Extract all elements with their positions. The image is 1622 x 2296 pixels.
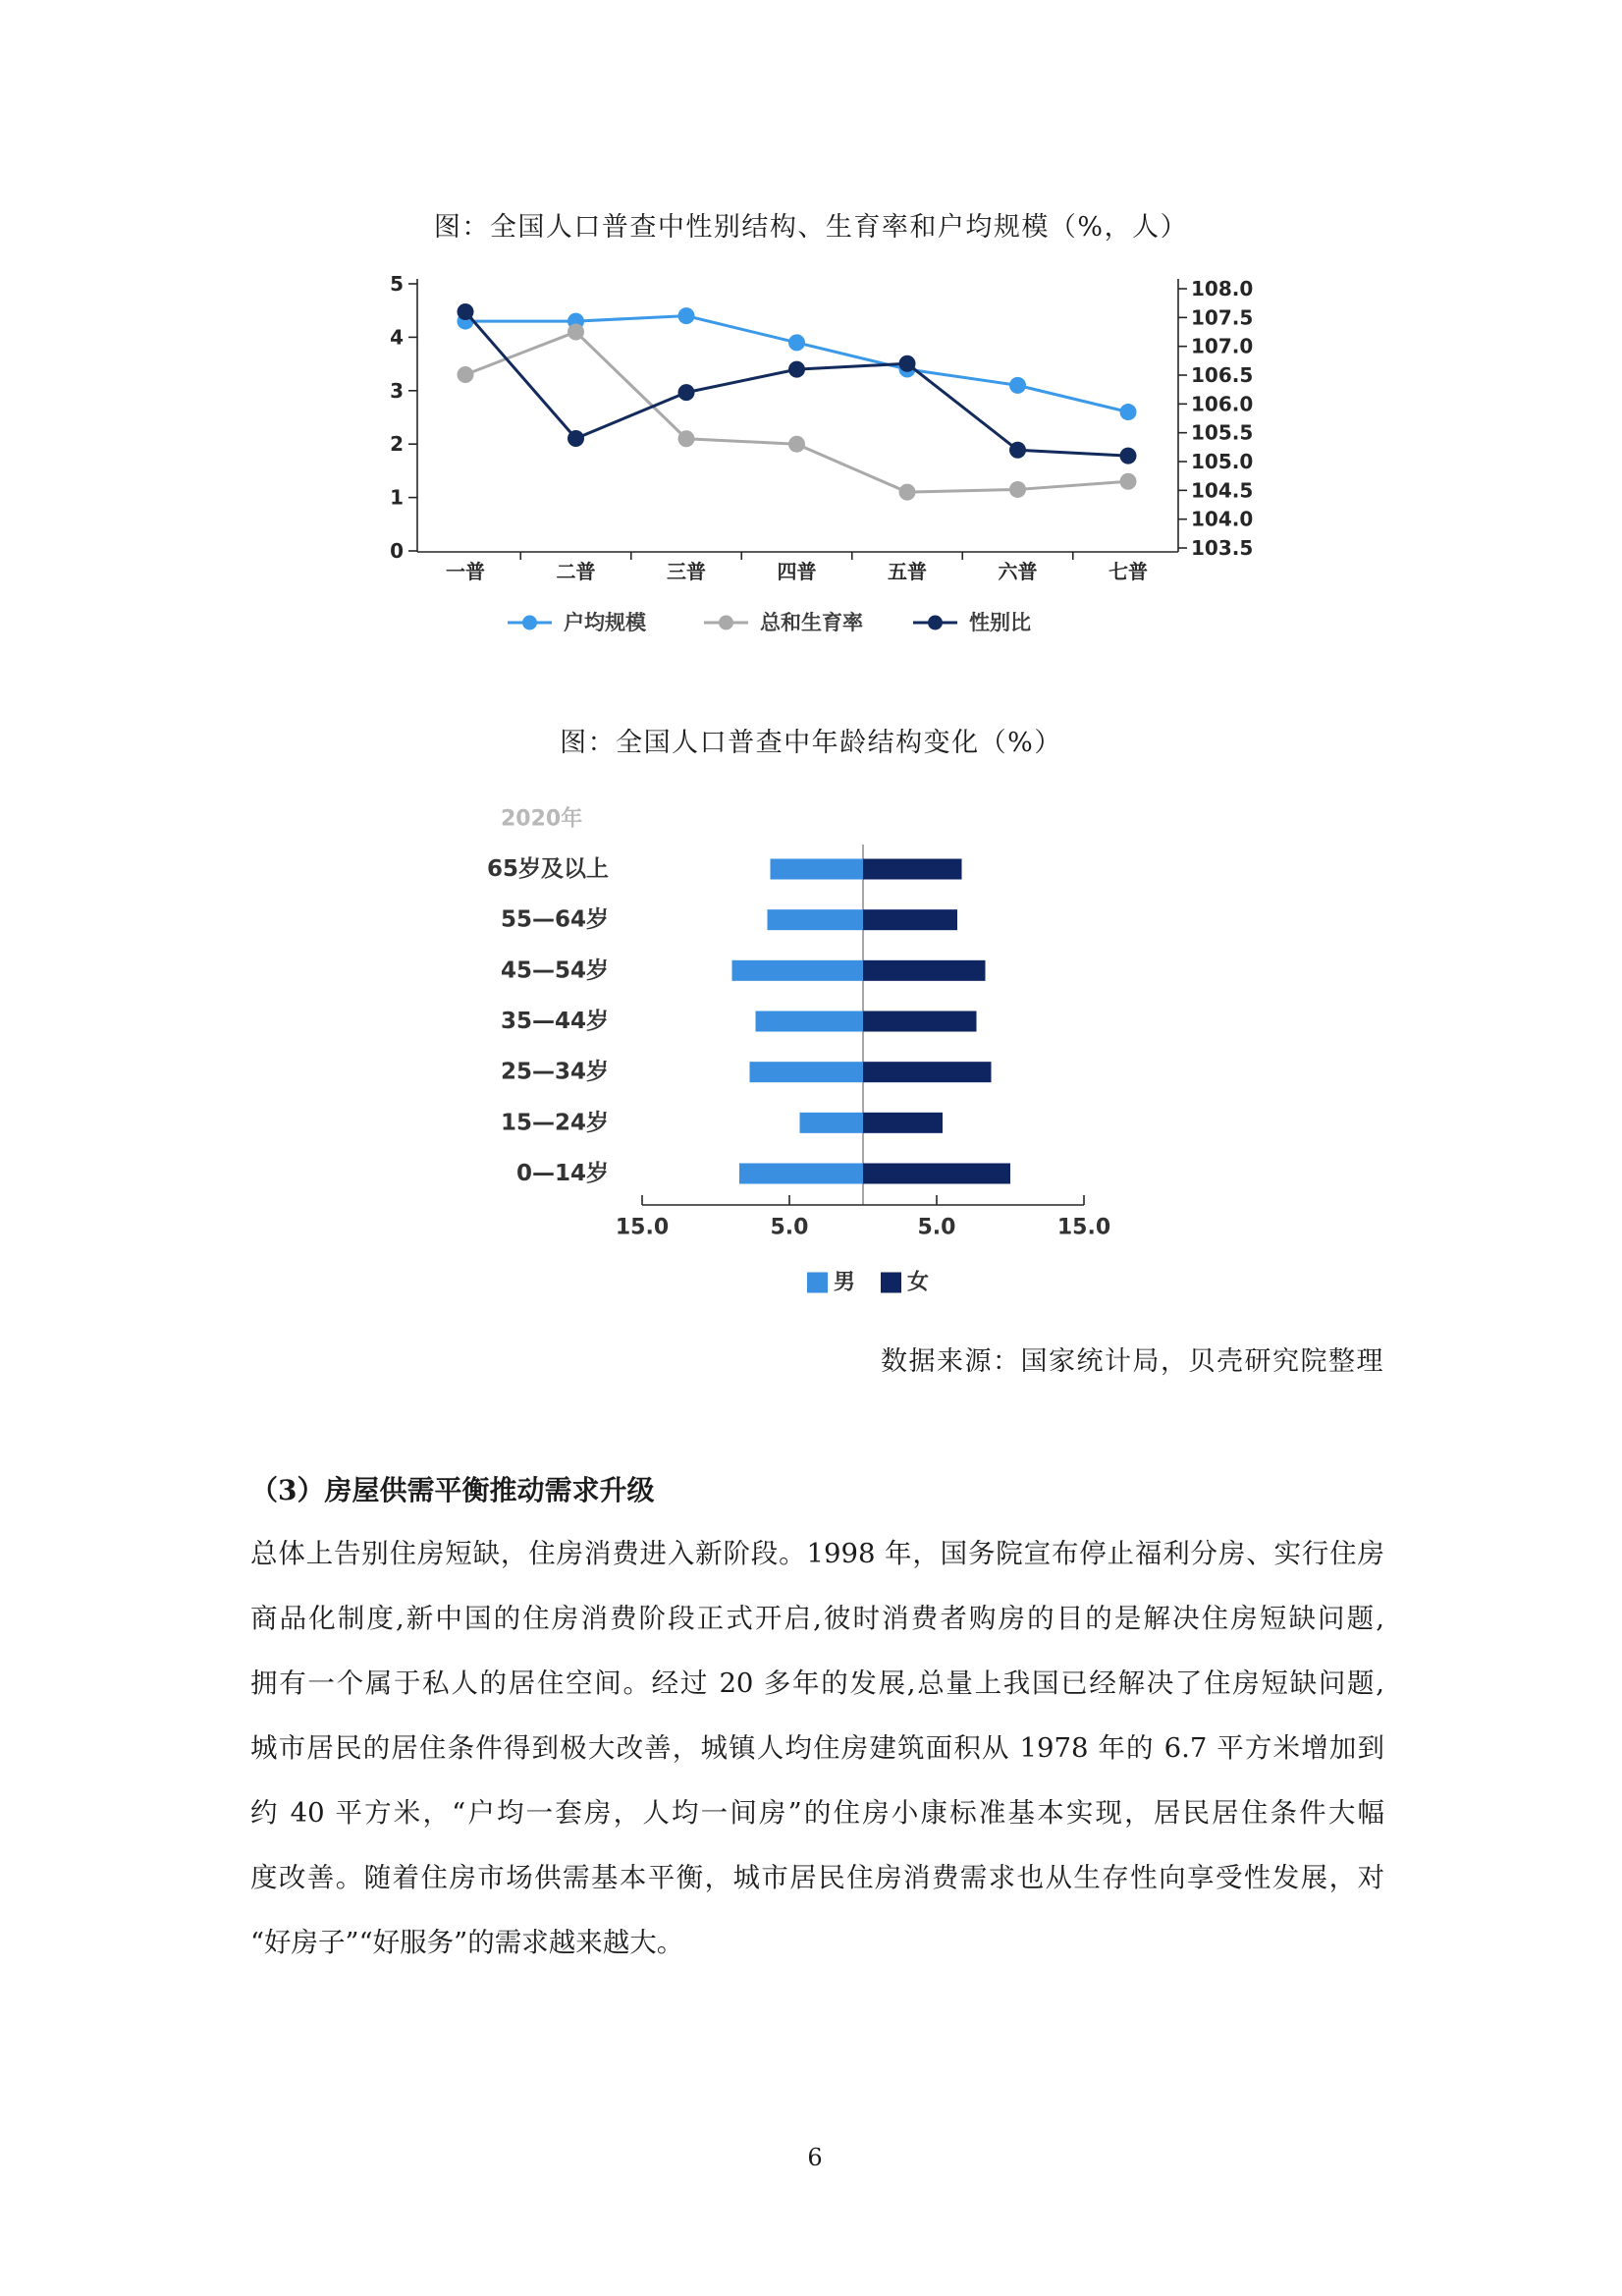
line-chart — [353, 255, 1296, 648]
paragraph-line: 拥有一个属于私人的居住空间。经过 20 多年的发展,总量上我国已经解决了住房短缺问题, — [250, 1667, 1384, 1699]
legend-label: 性别比 — [969, 611, 1031, 634]
bar-female — [863, 960, 986, 981]
x-tick-label: 5.0 — [770, 1215, 809, 1240]
population-pyramid-chart — [471, 795, 1159, 1306]
paragraph-line: 度改善。随着住房市场供需基本平衡，城市居民住房消费需求也从生存性向享受性发展，对 — [250, 1862, 1384, 1893]
legend-item — [704, 611, 863, 634]
bar-male — [732, 960, 864, 981]
bar-female — [863, 1164, 1010, 1184]
legend-marker — [928, 616, 943, 630]
bar-male — [756, 1011, 864, 1032]
data-point — [899, 484, 916, 501]
legend-label: 男 — [834, 1270, 856, 1295]
right-y-tick-label: 106.5 — [1191, 363, 1254, 387]
age-group-label: 15—24岁 — [500, 1110, 609, 1136]
data-point — [1120, 473, 1137, 490]
x-tick-label: 六普 — [998, 560, 1038, 583]
x-tick-label: 二普 — [556, 560, 596, 583]
right-y-tick-label: 105.5 — [1191, 420, 1254, 445]
right-y-tick-label: 104.0 — [1191, 507, 1254, 531]
right-y-tick-label: 107.5 — [1191, 305, 1254, 330]
paragraph-line: 约 40 平方米，“户均一套房，人均一间房”的住房小康标准基本实现，居民居住条件大幅 — [250, 1797, 1384, 1829]
right-y-tick-label: 106.0 — [1191, 392, 1254, 416]
paragraph-line: “好房子”“好服务”的需求越来越大。 — [250, 1927, 684, 1958]
bar-female — [863, 859, 962, 880]
paragraph-line: 城市居民的居住条件得到极大改善，城镇人均住房建筑面积从 1978 年的 6.7 平方米增加到 — [250, 1732, 1384, 1764]
age-group-label: 45—54岁 — [500, 957, 609, 984]
page-number: 6 — [807, 2144, 823, 2171]
bar-male — [768, 909, 864, 930]
data-point — [678, 307, 695, 324]
x-tick-label: 三普 — [667, 560, 706, 583]
x-tick-label: 5.0 — [917, 1215, 956, 1240]
legend-swatch — [881, 1273, 901, 1293]
legend-item — [881, 1270, 929, 1295]
left-y-tick-label: 2 — [390, 432, 404, 457]
legend-marker — [522, 616, 537, 630]
data-source-note: 数据来源：国家统计局，贝壳研究院整理 — [881, 1346, 1384, 1377]
series-line — [465, 311, 1128, 456]
x-tick-label: 四普 — [777, 560, 817, 583]
chart-title-age-structure: 图：全国人口普查中年龄结构变化（%） — [560, 728, 1062, 758]
data-point — [458, 366, 474, 383]
legend-item — [913, 611, 1031, 634]
bar-male — [771, 859, 864, 880]
data-point — [1120, 448, 1137, 465]
bar-female — [863, 1011, 977, 1032]
legend-label: 总和生育率 — [760, 611, 863, 634]
data-point — [1009, 442, 1026, 459]
legend-label: 户均规模 — [564, 611, 646, 634]
age-group-label: 35—44岁 — [500, 1009, 609, 1034]
data-point — [458, 303, 474, 320]
left-y-tick-label: 4 — [390, 325, 404, 350]
data-point — [788, 361, 805, 378]
bar-male — [739, 1164, 863, 1184]
data-point — [568, 323, 584, 340]
bar-female — [863, 909, 957, 930]
data-point — [788, 436, 805, 453]
x-tick-label: 15.0 — [1056, 1215, 1111, 1240]
bar-male — [750, 1062, 864, 1082]
paragraph-line: 总体上告别住房短缺，住房消费进入新阶段。1998 年，国务院宣布停止福利分房、实行住房 — [250, 1538, 1384, 1569]
age-group-label: 55—64岁 — [500, 906, 609, 933]
x-tick-label: 七普 — [1108, 560, 1148, 583]
legend-marker — [719, 616, 733, 630]
legend-label: 女 — [907, 1270, 930, 1295]
x-tick-label: 五普 — [888, 560, 927, 583]
x-tick-label: 一普 — [446, 560, 485, 583]
age-group-label: 0—14岁 — [515, 1161, 609, 1186]
data-point — [568, 430, 584, 447]
data-point — [1009, 481, 1026, 498]
left-y-tick-label: 1 — [390, 485, 404, 510]
left-y-tick-label: 5 — [390, 272, 404, 296]
paragraph-line: 商品化制度,新中国的住房消费阶段正式开启,彼时消费者购房的目的是解决住房短缺问题, — [250, 1603, 1384, 1634]
data-point — [899, 355, 916, 372]
data-point — [788, 334, 805, 351]
data-point — [678, 384, 695, 401]
right-y-tick-label: 105.0 — [1191, 450, 1254, 473]
chart-title-sex-fertility-household: 图：全国人口普查中性别结构、生育率和户均规模（%，人） — [433, 212, 1189, 243]
right-y-tick-label: 107.0 — [1191, 334, 1254, 358]
data-point — [1009, 377, 1026, 394]
right-y-tick-label: 108.0 — [1191, 277, 1254, 301]
section-heading: （3）房屋供需平衡推动需求升级 — [250, 1474, 655, 1506]
legend-item — [807, 1271, 855, 1295]
age-group-label: 25—34岁 — [500, 1059, 609, 1085]
bar-male — [800, 1113, 864, 1133]
bar-female — [863, 1062, 992, 1082]
bar-female — [863, 1113, 943, 1133]
age-group-label: 65岁及以上 — [486, 856, 609, 882]
legend-item — [508, 611, 647, 634]
year-label: 2020年 — [501, 806, 583, 832]
legend-swatch — [807, 1273, 828, 1293]
x-tick-label: 15.0 — [615, 1215, 670, 1240]
data-point — [678, 430, 695, 447]
series-line — [465, 332, 1128, 492]
right-y-tick-label: 104.5 — [1191, 478, 1254, 503]
left-y-tick-label: 0 — [390, 539, 404, 563]
right-y-tick-label: 103.5 — [1191, 536, 1254, 560]
left-y-tick-label: 3 — [390, 378, 404, 403]
data-point — [1120, 404, 1137, 420]
